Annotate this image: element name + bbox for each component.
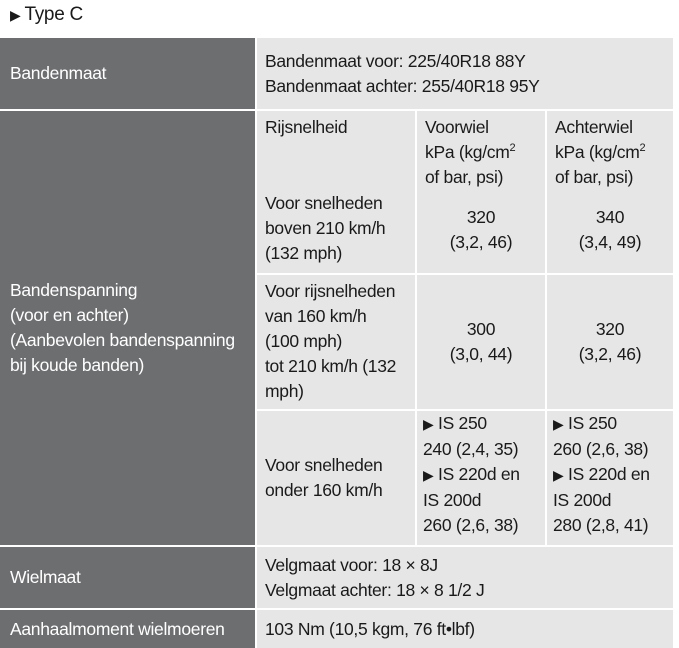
sub2-front [417, 275, 545, 409]
sub2-speed-line: van 160 km/h [265, 306, 367, 326]
sub2-rear-line: (3,2, 46) [578, 344, 642, 364]
sub1-front-line: 320 [466, 207, 496, 227]
sub3-front-model1: IS 250 [438, 413, 487, 433]
sub2-rear [547, 275, 673, 409]
sub1-front [417, 187, 545, 273]
row-label-bandenmaat [0, 38, 255, 109]
sub2-speed [257, 275, 415, 409]
sub2-speed-line: (100 mph) [265, 331, 343, 351]
sub2-front-line: (3,0, 44) [449, 344, 513, 364]
pressure-label-line: (Aanbevolen bandenspanning [10, 330, 235, 350]
pressure-label-line: bij koude banden) [10, 355, 145, 375]
row-label-torque [0, 610, 255, 648]
wielmaat-value [257, 547, 673, 608]
sub3-rear-model2-cont: IS 200d [553, 490, 612, 510]
bandenmaat-value [257, 38, 673, 109]
header-front-line: Voorwiel [425, 117, 489, 137]
sub1-rear-line: 340 [595, 207, 625, 227]
header-speed [257, 111, 415, 197]
header-front-line: kPa (kg/cm [425, 142, 510, 162]
wielmaat-label: Wielmaat [10, 567, 81, 587]
torque-value-text: 103 Nm (10,5 kgm, 76 ft•lbf) [265, 618, 475, 639]
sub3-speed-line: Voor snelheden [265, 455, 383, 475]
sub1-rear [547, 187, 673, 273]
wielmaat-front: Velgmaat voor: 18 × 8J [265, 554, 438, 575]
sub1-speed-line: boven 210 km/h [265, 218, 386, 238]
sub3-front [417, 411, 545, 545]
bandenmaat-rear: Bandenmaat achter: 255/40R18 95Y [265, 75, 540, 96]
sub3-front-value2: 260 (2,6, 38) [423, 515, 519, 535]
sub3-front-model2-cont: IS 200d [423, 490, 482, 510]
sub2-speed-line: mph) [265, 381, 304, 401]
row-label-bandenspanning [0, 111, 255, 545]
bandenmaat-front: Bandenmaat voor: 225/40R18 88Y [265, 50, 526, 71]
pressure-label-line: (voor en achter) [10, 305, 129, 325]
sub1-speed-line: (132 mph) [265, 243, 343, 263]
triangle-marker-icon: ▶ [10, 7, 21, 23]
sub1-speed [257, 187, 415, 273]
sub3-rear-value1: 260 (2,6, 38) [553, 439, 649, 459]
triangle-marker-icon: ▶ [553, 416, 564, 432]
sub3-front-model2: IS 220d en [438, 464, 520, 484]
sub2-speed-line: Voor rijsnelheden [265, 281, 396, 301]
header-front-line: of bar, psi) [425, 167, 504, 187]
superscript: 2 [639, 142, 646, 155]
sub1-front-line: (3,2, 46) [449, 232, 513, 252]
sub1-rear-line: (3,4, 49) [578, 232, 642, 252]
sub3-rear [547, 411, 673, 545]
triangle-marker-icon: ▶ [423, 416, 434, 432]
sub2-front-line: 300 [466, 319, 496, 339]
triangle-marker-icon: ▶ [553, 467, 564, 483]
header-rear [547, 111, 673, 197]
header-rear-line: of bar, psi) [555, 167, 634, 187]
header-front [417, 111, 545, 197]
sub3-front-value1: 240 (2,4, 35) [423, 439, 519, 459]
sub3-speed-line: onder 160 km/h [265, 480, 383, 500]
section-heading [10, 2, 83, 28]
bandenmaat-label: Bandenmaat [10, 63, 107, 83]
sub2-rear-line: 320 [595, 319, 625, 339]
sub3-speed [257, 411, 415, 545]
sub1-speed-line: Voor snelheden [265, 193, 383, 213]
section-heading-text: Type C [24, 4, 83, 25]
header-rear-line: Achterwiel [555, 117, 633, 137]
superscript: 2 [509, 142, 516, 155]
wielmaat-rear: Velgmaat achter: 18 × 8 1/2 J [265, 579, 485, 600]
sub3-rear-model2: IS 220d en [568, 464, 650, 484]
tire-spec-table [0, 38, 673, 648]
triangle-marker-icon: ▶ [423, 467, 434, 483]
torque-value [257, 610, 673, 648]
header-speed-text: Rijsnelheid [265, 117, 348, 137]
row-label-wielmaat [0, 547, 255, 608]
sub3-rear-value2: 280 (2,8, 41) [553, 515, 649, 535]
header-rear-line: kPa (kg/cm [555, 142, 640, 162]
sub2-speed-line: tot 210 km/h (132 [265, 356, 397, 376]
pressure-label-line: Bandenspanning [10, 280, 138, 300]
sub3-rear-model1: IS 250 [568, 413, 617, 433]
torque-label: Aanhaalmoment wielmoeren [10, 618, 225, 639]
